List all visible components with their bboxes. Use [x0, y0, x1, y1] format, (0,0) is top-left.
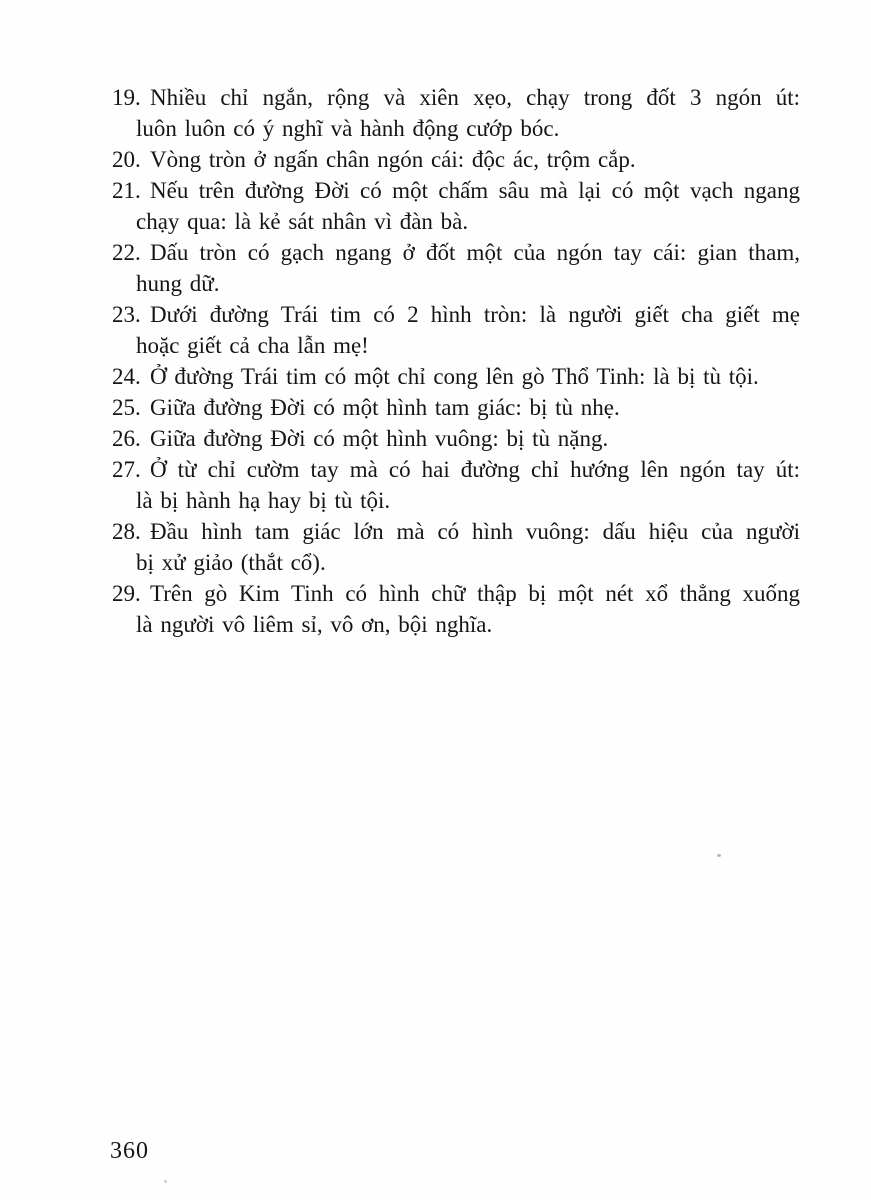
list-item — [112, 237, 800, 299]
item-lines — [150, 423, 800, 454]
list-item — [112, 392, 800, 423]
item-line: Dấu tròn có gạch ngang ở đốt một của ngón tay cái: gian tham, — [150, 240, 800, 265]
item-number: 25. — [112, 395, 141, 420]
list-item — [112, 516, 800, 578]
item-line: chạy qua: là kẻ sát nhân vì đàn bà. — [136, 209, 469, 234]
item-line: Nếu trên đường Đời có một chấm sâu mà lại có một vạch ngang — [150, 178, 800, 203]
item-number: 23. — [112, 302, 141, 327]
item-number: 26. — [112, 426, 141, 451]
item-line: Giữa đường Đời có một hình tam giác: bị tù nhẹ. — [150, 395, 620, 420]
list-item — [112, 423, 800, 454]
list-item — [112, 175, 800, 237]
item-lines — [136, 516, 800, 578]
item-number: 21. — [112, 178, 141, 203]
item-number: 22. — [112, 240, 141, 265]
item-number: 27. — [112, 457, 141, 482]
item-lines — [136, 454, 800, 516]
scan-speck — [164, 1180, 167, 1183]
list-item — [112, 454, 800, 516]
item-line: Ở đường Trái tim có một chỉ cong lên gò Thổ Tinh: là bị tù tội. — [150, 364, 759, 389]
item-line: Đầu hình tam giác lớn mà có hình vuông: dấu hiệu của người — [150, 519, 800, 544]
item-number: 28. — [112, 519, 141, 544]
item-lines — [136, 175, 800, 237]
item-line: bị xử giảo (thắt cổ). — [136, 550, 326, 575]
list-item — [112, 361, 800, 392]
item-number: 20. — [112, 147, 141, 172]
item-line: Ở từ chỉ cườm tay mà có hai đường chỉ hướng lên ngón tay út: — [150, 457, 800, 482]
item-line: là bị hành hạ hay bị tù tội. — [136, 488, 391, 513]
item-lines — [136, 299, 800, 361]
item-line: hoặc giết cả cha lẫn mẹ! — [136, 333, 369, 358]
item-line: Vòng tròn ở ngấn chân ngón cái: độc ác, trộm cắp. — [150, 147, 636, 172]
scan-speck — [717, 854, 721, 857]
item-line: Giữa đường Đời có một hình vuông: bị tù nặng. — [150, 426, 609, 451]
item-lines — [136, 578, 800, 640]
item-number: 19. — [112, 85, 141, 110]
numbered-list — [0, 82, 871, 640]
list-item — [112, 82, 800, 144]
item-number: 29. — [112, 581, 141, 606]
item-lines — [150, 361, 800, 392]
item-lines — [136, 82, 800, 144]
item-line: luôn luôn có ý nghĩ và hành động cướp bóc. — [136, 116, 560, 141]
item-number: 24. — [112, 364, 141, 389]
list-item — [112, 299, 800, 361]
page-number: 360 — [110, 1138, 149, 1164]
item-line: Dưới đường Trái tim có 2 hình tròn: là người giết cha giết mẹ — [150, 302, 800, 327]
item-line: Nhiều chỉ ngắn, rộng và xiên xẹo, chạy trong đốt 3 ngón út: — [150, 85, 800, 110]
item-lines — [150, 144, 800, 175]
list-item — [112, 144, 800, 175]
item-lines — [150, 392, 800, 423]
item-line: Trên gò Kim Tinh có hình chữ thập bị một nét xổ thẳng xuống — [150, 581, 800, 606]
item-line: là người vô liêm sỉ, vô ơn, bội nghĩa. — [136, 612, 493, 637]
item-lines — [136, 237, 800, 299]
list-item — [112, 578, 800, 640]
item-line: hung dữ. — [136, 271, 220, 296]
